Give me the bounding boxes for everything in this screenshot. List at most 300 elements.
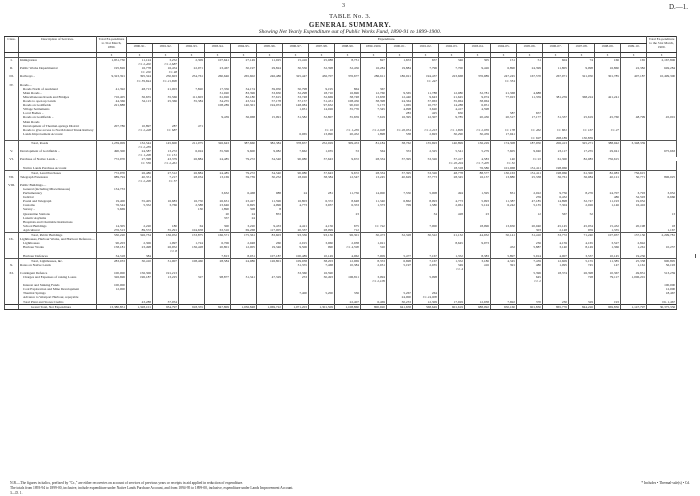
- value-cell: Cr. 202: [127, 70, 153, 74]
- value-cell: 2,015: [283, 241, 309, 245]
- value-cell: 14,305: [97, 224, 127, 228]
- unit-cell: £: [309, 53, 335, 58]
- value-cell: 24,485: [205, 157, 231, 161]
- description-cell: Agricultural: [19, 228, 97, 233]
- value-cell: Cr. 24,000: [413, 295, 439, 299]
- value-cell: 30,459: [465, 132, 491, 136]
- value-cell: 7,009: [361, 254, 387, 259]
- value-cell: 1,335: [595, 228, 621, 233]
- value-cell: 32,398: [309, 66, 335, 70]
- value-cell: 1,653: [387, 58, 413, 63]
- value-cell: 11,124: [127, 58, 153, 63]
- value-cell: 108,289: [205, 103, 231, 107]
- value-cell: 357: [205, 216, 231, 220]
- value-cell: 33,650: [257, 91, 283, 95]
- value-cell: 93,336: [283, 233, 309, 238]
- value-cell: 31,410: [517, 233, 543, 238]
- header-year: 1891-92.: [153, 44, 179, 53]
- value-cell: [677, 254, 696, 259]
- value-cell: 21,003: [153, 87, 179, 91]
- value-cell: 2,325: [413, 149, 439, 153]
- value-cell: 2,035: [413, 263, 439, 267]
- header-year: 1894-95.: [231, 44, 257, 53]
- value-cell: 25,338: [517, 175, 543, 179]
- value-cell: 1,167: [647, 228, 677, 233]
- value-cell: 649,284: [647, 66, 677, 70]
- unit-cell: £: [179, 53, 205, 58]
- value-cell: 100,000: [97, 283, 127, 287]
- description-cell: Lunatic Asylums: [19, 216, 97, 220]
- value-cell: 6,469: [361, 300, 387, 305]
- value-cell: 7,605: [491, 149, 517, 153]
- value-cell: 20: [205, 212, 231, 216]
- note-credits: N.B.—The figures in italics, prefixed by "Cr.," are either recoveries on account of services of previous years or receipts in aid applied in reduction of expenditure.: [10, 481, 244, 485]
- value-cell: 61,300: [569, 170, 595, 175]
- value-cell: 88,577: [465, 170, 491, 175]
- value-cell: 918,355: [179, 304, 205, 309]
- value-cell: 645: [517, 275, 543, 279]
- value-cell: 2,061: [439, 203, 465, 207]
- value-cell: Cr. 8: [153, 249, 179, 253]
- value-cell: Cr. 26,054: [387, 128, 413, 132]
- value-cell: 4,421: [283, 224, 309, 228]
- value-cell: 300: [205, 224, 231, 228]
- value-cell: 24,000: [387, 295, 413, 299]
- class-cell: VI.: [5, 157, 19, 161]
- value-cell: 79,272: [231, 170, 257, 175]
- value-cell: 5,914: [517, 254, 543, 259]
- value-cell: 14,026: [309, 107, 335, 111]
- value-cell: 26,486: [127, 170, 153, 175]
- value-cell: 368,224: [569, 95, 595, 99]
- value-cell: 1,095: [543, 263, 569, 267]
- value-cell: 9,195: [309, 87, 335, 91]
- value-cell: 3,952: [647, 191, 677, 195]
- value-cell: 35,596: [205, 149, 231, 153]
- value-cell: 5,124: [465, 203, 491, 207]
- value-cell: 310: [361, 245, 387, 249]
- value-cell: 191,213: [153, 271, 179, 275]
- value-cell: 32,298: [283, 91, 309, 95]
- value-cell: 37,773: [413, 175, 439, 179]
- value-cell: 19,236: [621, 254, 647, 259]
- value-cell: 246,486: [257, 74, 283, 78]
- value-cell: 48,799: [621, 115, 647, 119]
- value-cell: 165: [621, 58, 647, 63]
- value-cell: 13,225: [153, 275, 179, 279]
- value-cell: 1,373: [361, 203, 387, 207]
- value-cell: 16,395: [387, 115, 413, 119]
- value-cell: 7,167: [413, 258, 439, 263]
- value-cell: 206,413: [543, 140, 569, 145]
- value-cell: 13,169: [205, 175, 231, 179]
- value-cell: 25,088: [309, 58, 335, 63]
- value-cell: 61,926: [205, 95, 231, 99]
- value-cell: 604: [543, 58, 569, 63]
- unit-cell: £: [569, 53, 595, 58]
- value-cell: 4,773: [283, 203, 309, 207]
- value-cell: 140,301: [231, 103, 257, 107]
- description-cell: School Buildings: [19, 224, 97, 228]
- value-cell: 641,658: [387, 304, 413, 309]
- table-subtitle: Showing Net Yearly Expenditure out of Public Works Fund, 1890-91 to 1899-1900.: [258, 29, 442, 35]
- value-cell: 41,392: [97, 87, 127, 91]
- value-cell: 1,035: [309, 149, 335, 153]
- value-cell: 28,099: [309, 228, 335, 233]
- value-cell: 13,658: [361, 95, 387, 99]
- value-cell: Cr. 39,844: [127, 79, 153, 83]
- value-cell: 1,724: [179, 241, 205, 245]
- description-cell: Roads—: [19, 83, 97, 87]
- value-cell: 16,137: [465, 175, 491, 179]
- description-cell: General (including Miscellaneous): [19, 187, 97, 191]
- description-cell: Telegraph Extension: [19, 175, 97, 179]
- value-cell: 30,233: [387, 300, 413, 305]
- table-title: GENERAL SUMMARY.: [308, 21, 392, 29]
- value-cell: 254,761: [179, 74, 205, 78]
- value-cell: 301,785: [595, 74, 621, 78]
- value-cell: 853: [257, 212, 283, 216]
- value-cell: 12,309: [413, 300, 439, 305]
- value-cell: 9,098: [569, 66, 595, 70]
- value-cell: 15,432: [595, 224, 621, 228]
- value-cell: 2,148: [543, 228, 569, 233]
- value-cell: 117,005: [257, 228, 283, 233]
- value-cell: 7,304: [543, 203, 569, 207]
- value-cell: 11,340: [361, 199, 387, 203]
- class-cell: IV.: [5, 83, 19, 87]
- value-cell: 48,778: [439, 170, 465, 175]
- value-cell: 107,937: [595, 233, 621, 238]
- value-cell: 69,268: [231, 228, 257, 233]
- value-cell: 36,084: [569, 175, 595, 179]
- description-cell: Coal Exploration and Mine Development: [19, 287, 97, 291]
- value-cell: 53: [335, 149, 361, 153]
- value-cell: Cr. 4,590: [335, 245, 361, 249]
- value-cell: 61,300: [543, 157, 569, 161]
- value-cell: 11,387: [491, 199, 517, 203]
- value-cell: 18: [647, 224, 677, 228]
- value-cell: 37,395: [387, 170, 413, 175]
- value-cell: 326,696: [97, 275, 127, 279]
- class-cell: XI.: [5, 271, 19, 275]
- value-cell: 9,426: [465, 66, 491, 70]
- value-cell: 32,747: [569, 199, 595, 203]
- value-cell: 23,427: [231, 199, 257, 203]
- value-cell: 9,756: [543, 191, 569, 195]
- header-year: 1898-99.: [335, 44, 361, 53]
- value-cell: 126,801: [257, 258, 283, 263]
- value-cell: 3,537: [569, 254, 595, 259]
- value-cell: 20,452: [335, 132, 361, 136]
- description-cell: Postal and Telegraph: [19, 199, 97, 203]
- value-cell: 8,993: [413, 199, 439, 203]
- value-cell: Cr. 4: [439, 267, 465, 271]
- unit-cell: £: [205, 53, 231, 58]
- value-cell: 425: [413, 111, 439, 115]
- unit-cell: £: [465, 53, 491, 58]
- header-year: 1907-08.: [569, 44, 595, 53]
- description-cell: Local Bodies ..: [19, 111, 97, 115]
- value-cell: 1,580: [413, 203, 439, 207]
- value-cell: 13,880: [491, 175, 517, 179]
- value-cell: 1,069,722: [257, 304, 283, 309]
- value-cell: 34,255: [205, 99, 231, 103]
- description-cell: Development of Thermal-springs District: [19, 124, 97, 128]
- value-cell: 2,948: [231, 241, 257, 245]
- value-cell: 367: [361, 87, 387, 91]
- header-total-previous: Total Ex-penditure to 31st March, 1890.: [97, 37, 127, 53]
- description-cell: Lands Improvement Account: [19, 132, 97, 136]
- value-cell: 2,306: [127, 241, 153, 245]
- class-cell: V.: [5, 149, 19, 153]
- value-cell: 37,963: [413, 99, 439, 103]
- summary-table: [4, 36, 696, 310]
- value-cell: 9,323,391: [97, 74, 127, 78]
- unit-cell: £: [647, 53, 677, 58]
- value-cell: 36,655: [127, 95, 153, 99]
- value-cell: 30,493: [309, 275, 335, 279]
- value-cell: 756,615: [621, 170, 647, 175]
- value-cell: 2,167,806: [647, 58, 677, 63]
- value-cell: 37,615: [257, 95, 283, 99]
- value-cell: 38,203: [309, 258, 335, 263]
- value-cell: 4,417: [439, 107, 465, 111]
- value-cell: Cr. 742: [361, 224, 387, 228]
- value-cell: 53,326: [413, 170, 439, 175]
- value-cell: 650: [439, 111, 465, 115]
- value-cell: 51: [517, 58, 543, 63]
- value-cell: 6,468: [231, 191, 257, 195]
- value-cell: 5,352: [127, 203, 153, 207]
- header-year: 1897-98.: [309, 44, 335, 53]
- value-cell: 283,033: [97, 258, 127, 263]
- value-cell: 45,054: [569, 224, 595, 228]
- value-cell: 896,025: [647, 175, 677, 179]
- value-cell: 7,217: [153, 175, 179, 179]
- value-cell: 35,566: [153, 95, 179, 99]
- value-cell: 772,970: [97, 157, 127, 161]
- value-cell: 137,156: [621, 233, 647, 238]
- value-cell: Cr. 861: [543, 128, 569, 132]
- value-cell: 37,643: [309, 157, 335, 161]
- value-cell: Cr. 697: [517, 136, 543, 141]
- value-cell: 988: [257, 191, 283, 195]
- description-cell: Charges and Expenses of raising Loans: [19, 275, 97, 279]
- value-cell: 153,875: [179, 233, 205, 238]
- value-cell: 90,203: [97, 241, 127, 245]
- value-cell: 1,261: [621, 245, 647, 249]
- value-cell: 49,831: [621, 271, 647, 275]
- value-cell: 1,006,201: [621, 275, 647, 279]
- value-cell: 12: [517, 212, 543, 216]
- description-cell: Survey ..: [19, 207, 97, 211]
- value-cell: Cr. 2: [517, 279, 543, 283]
- value-cell: 309,453: [335, 140, 361, 145]
- value-cell: 564: [361, 149, 387, 153]
- value-cell: 24: [231, 216, 257, 220]
- table-row: [5, 304, 696, 309]
- value-cell: 25,366: [153, 99, 179, 103]
- value-cell: 6,695: [231, 203, 257, 207]
- value-cell: 109,938: [283, 258, 309, 263]
- value-cell: 89,572: [127, 228, 153, 233]
- value-cell: 308: [231, 207, 257, 211]
- value-cell: 31,582: [283, 115, 309, 119]
- value-cell: 267,971: [543, 74, 569, 78]
- value-cell: 100,000: [647, 283, 677, 287]
- value-cell: 2,220: [127, 224, 153, 228]
- value-cell: Cr. 1,459: [335, 128, 361, 132]
- value-cell: 11,385: [595, 258, 621, 263]
- unit-cell: £: [439, 53, 465, 58]
- header-description: Description of Services.: [19, 37, 97, 53]
- value-cell: 10,384: [335, 263, 361, 267]
- value-cell: 148,084: [283, 103, 309, 107]
- value-cell: 847,809: [205, 304, 231, 309]
- value-cell: 2,022: [517, 191, 543, 195]
- value-cell: 104,658: [179, 228, 205, 233]
- page-footer: 3—D. 1.: [10, 491, 23, 495]
- value-cell: 276,513: [97, 228, 127, 233]
- value-cell: 108,460: [179, 258, 205, 263]
- value-cell: 40,629: [387, 175, 413, 179]
- value-cell: 283: [387, 111, 413, 115]
- value-cell: 2,842: [621, 241, 647, 245]
- value-cell: 33,748: [283, 95, 309, 99]
- value-cell: 63,516: [205, 228, 231, 233]
- value-cell: 326,643: [205, 140, 231, 145]
- value-cell: 10,757: [413, 103, 439, 107]
- value-cell: 1,898: [361, 132, 387, 136]
- value-cell: 221,888: [97, 103, 127, 107]
- value-cell: 35,384: [179, 99, 205, 103]
- value-cell: 31,907: [153, 258, 179, 263]
- description-cell: Lighthouses: [19, 241, 97, 245]
- value-cell: 728: [569, 275, 595, 279]
- value-cell: Cr. 7,405: [465, 161, 491, 165]
- unit-cell: £: [517, 53, 543, 58]
- value-cell: 45,001: [647, 115, 677, 119]
- value-cell: 16,803: [283, 199, 309, 203]
- value-cell: 10,237: [647, 245, 677, 249]
- description-cell: Main Roads: [19, 120, 97, 124]
- value-cell: 83,396: [231, 91, 257, 95]
- value-cell: 587: [491, 111, 517, 115]
- value-cell: 230: [543, 300, 569, 305]
- value-cell: 97,632: [309, 103, 335, 107]
- value-cell: 287: [153, 124, 179, 128]
- value-cell: 9,082: [257, 149, 283, 153]
- value-cell: Cr. 2,109: [361, 279, 387, 283]
- description-cell: Customs: [19, 203, 97, 207]
- value-cell: 281: [309, 191, 335, 195]
- value-cell: 12,938: [465, 300, 491, 305]
- value-cell: 990: [309, 245, 335, 249]
- value-cell: 56,193: [647, 263, 677, 267]
- value-cell: 3,140: [543, 245, 569, 249]
- unit-cell: £: [491, 53, 517, 58]
- value-cell: 156,306: [127, 271, 153, 275]
- value-cell: 24: [283, 191, 309, 195]
- value-cell: 12,969: [335, 258, 361, 263]
- value-cell: 74: [569, 58, 595, 63]
- description-cell: Village Settlements: [19, 107, 97, 111]
- value-cell: 8: [257, 207, 283, 211]
- value-cell: 30,410: [127, 258, 153, 263]
- value-cell: 27,512: [153, 170, 179, 175]
- value-cell: 82,083: [595, 170, 621, 175]
- value-cell: 436,707: [309, 74, 335, 78]
- value-cell: 43,379: [153, 157, 179, 161]
- value-cell: 3,186: [465, 258, 491, 263]
- value-cell: 27,149: [231, 58, 257, 63]
- value-cell: 17,356: [205, 87, 231, 91]
- unit-cell: £: [283, 53, 309, 58]
- value-cell: 1,352: [439, 258, 465, 263]
- value-cell: 657: [413, 58, 439, 63]
- value-cell: 8,149: [569, 245, 595, 249]
- value-cell: 30,473: [361, 233, 387, 238]
- value-cell: 900,895: [647, 258, 677, 263]
- unit-cell: £: [387, 53, 413, 58]
- value-cell: 21,132: [439, 233, 465, 238]
- value-cell: 83,603: [257, 233, 283, 238]
- description-cell: Harbour Works: [19, 245, 97, 249]
- unit-cell: £: [621, 53, 647, 58]
- class-cell: [5, 304, 19, 309]
- value-cell: 6,353: [335, 203, 361, 207]
- value-cell: 107,187: [257, 254, 283, 259]
- value-cell: 1,301,509: [309, 304, 335, 309]
- value-cell: 32,456: [335, 66, 361, 70]
- value-cell: 7,662: [283, 149, 309, 153]
- header-expenditure: Expenditure.: [127, 37, 647, 44]
- value-cell: 22,382: [621, 66, 647, 70]
- value-cell: 5,267: [387, 291, 413, 295]
- class-cell: I.: [5, 58, 19, 63]
- value-cell: Cr. 2,402: [127, 62, 153, 66]
- value-cell: 180: [153, 224, 179, 228]
- value-cell: 9,565: [387, 91, 413, 95]
- value-cell: 23,498: [127, 245, 153, 249]
- value-cell: 5,396: [517, 271, 543, 275]
- value-cell: 11,805: [543, 66, 569, 70]
- value-cell: 145,600: [153, 140, 179, 145]
- value-cell: 26,398: [569, 271, 595, 275]
- value-cell: 844,226: [569, 304, 595, 309]
- value-cell: 3,094: [361, 275, 387, 279]
- value-cell: 19,346: [257, 245, 283, 249]
- value-cell: 349: [439, 263, 465, 267]
- value-cell: 4,165: [569, 241, 595, 245]
- value-cell: 13,245: [361, 175, 387, 179]
- value-cell: 12,000: [647, 287, 677, 291]
- value-cell: 305: [465, 58, 491, 63]
- unit-cell: £: [413, 53, 439, 58]
- value-cell: 76,586: [465, 166, 491, 171]
- value-cell: 11,359: [517, 95, 543, 99]
- value-cell: 1,951,730: [97, 58, 127, 63]
- value-cell: 37,643: [309, 170, 335, 175]
- value-cell: 7,400: [283, 291, 309, 295]
- value-cell: 259: [517, 195, 543, 199]
- value-cell: 8,648: [335, 199, 361, 203]
- unit-cell: £: [231, 53, 257, 58]
- value-cell: 30,556: [283, 66, 309, 70]
- value-cell: 6,432: [543, 195, 569, 199]
- value-cell: 166,571: [205, 233, 231, 238]
